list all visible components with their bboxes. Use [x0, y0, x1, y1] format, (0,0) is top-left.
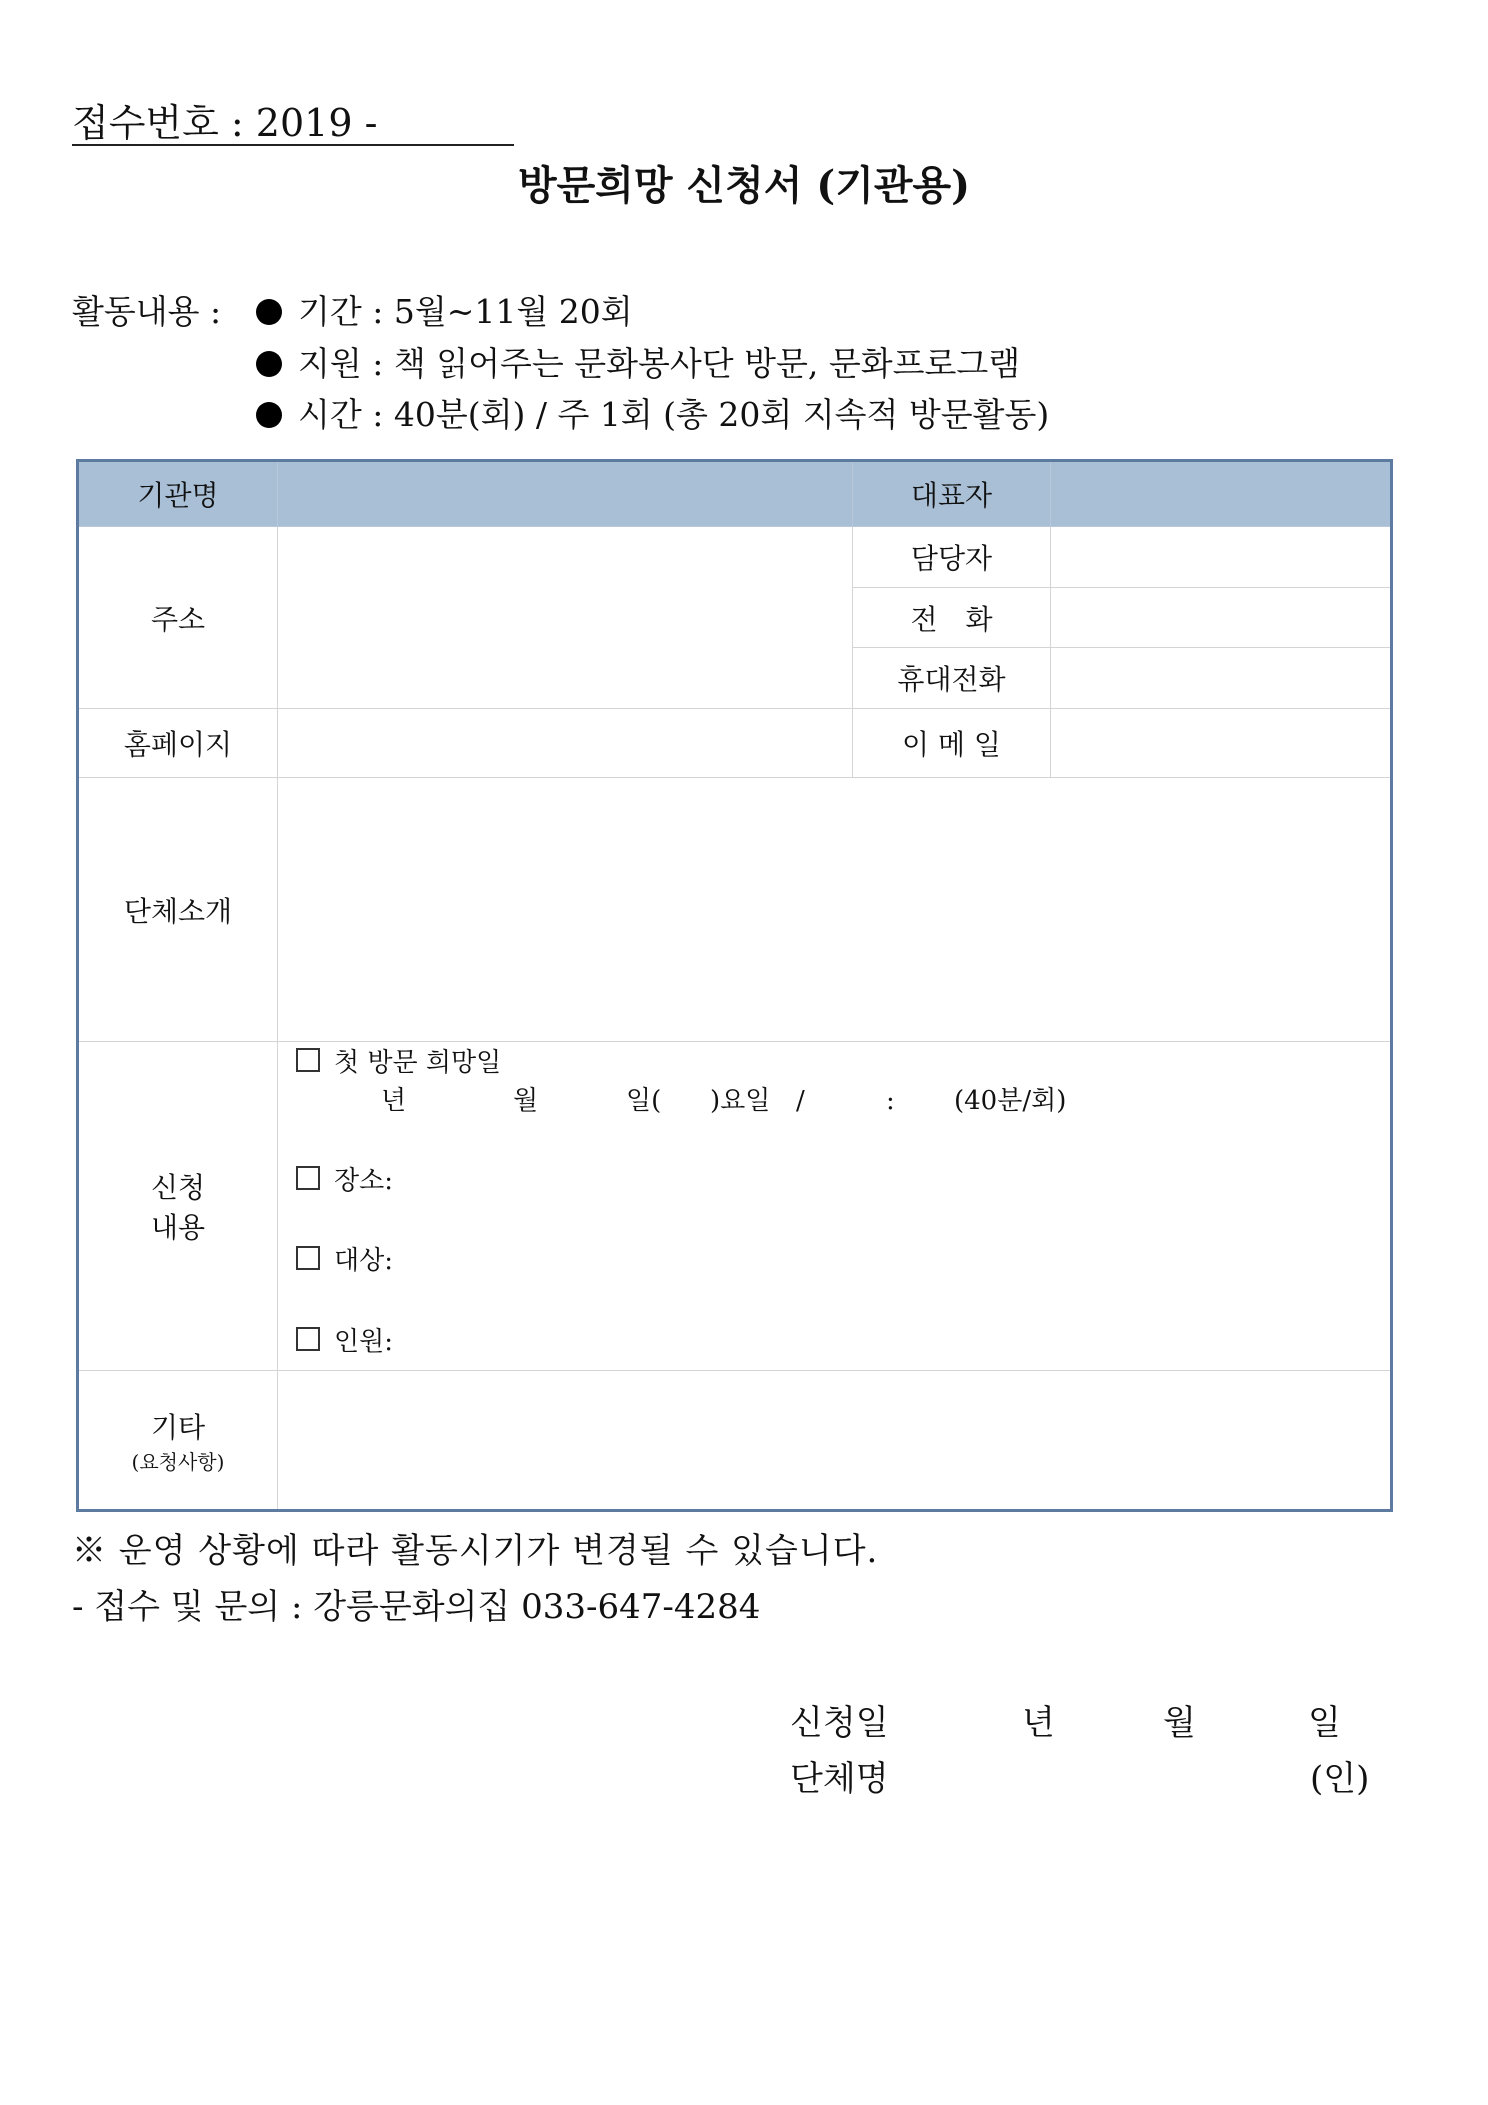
headcount-checkbox[interactable] — [296, 1327, 320, 1351]
headcount-option: 인원: — [296, 1325, 393, 1359]
bullet-icon — [256, 351, 282, 377]
email-label: 이 메 일 — [853, 709, 1051, 778]
homepage-label: 홈페이지 — [78, 709, 278, 778]
first-visit-checkbox[interactable] — [296, 1048, 320, 1072]
receipt-number-underline — [72, 144, 514, 146]
group-name-label: 단체명 — [790, 1759, 889, 1799]
manager-label: 담당자 — [853, 527, 1051, 588]
apply-year-label: 년 — [1022, 1703, 1055, 1743]
activity-item-period: 기간 : 5월~11월 20회 — [256, 290, 633, 334]
receipt-number-label: 접수번호 : 2019 - — [72, 101, 378, 145]
group-intro-field[interactable] — [278, 778, 1392, 1042]
bullet-icon — [256, 402, 282, 428]
mobile-field[interactable] — [1051, 648, 1392, 709]
phone-field[interactable] — [1051, 588, 1392, 648]
activity-item-time: 시간 : 40분(회) / 주 1회 (총 20회 지속적 방문활동) — [256, 393, 1049, 437]
first-visit-date-line: 년 월 일( )요일 / : (40분/회) — [381, 1086, 1067, 1116]
activity-label: 활동내용 : — [72, 292, 222, 331]
seal-label: (인) — [1310, 1759, 1370, 1799]
representative-label: 대표자 — [853, 461, 1051, 527]
address-field[interactable] — [278, 527, 853, 709]
place-option: 장소: — [296, 1164, 393, 1198]
target-option: 대상: — [296, 1244, 393, 1278]
address-label: 주소 — [78, 527, 278, 709]
email-field[interactable] — [1051, 709, 1392, 778]
apply-month-label: 월 — [1163, 1703, 1196, 1743]
apply-day-label: 일 — [1308, 1703, 1341, 1743]
place-checkbox[interactable] — [296, 1166, 320, 1190]
page-title: 방문희망 신청서 (기관용) — [517, 162, 971, 209]
application-form-table — [76, 459, 1393, 1512]
request-content-field — [278, 1042, 1392, 1371]
phone-label: 전 화 — [853, 588, 1051, 648]
mobile-label: 휴대전화 — [853, 648, 1051, 709]
representative-field[interactable] — [1051, 461, 1392, 527]
activity-item-support: 지원 : 책 읽어주는 문화봉사단 방문, 문화프로그램 — [256, 342, 1020, 386]
request-content-label: 신청 내용 — [78, 1042, 278, 1371]
target-checkbox[interactable] — [296, 1246, 320, 1270]
institution-name-field[interactable] — [278, 461, 853, 527]
apply-date-label: 신청일 — [790, 1703, 889, 1743]
group-intro-label: 단체소개 — [78, 778, 278, 1042]
contact-info: - 접수 및 문의 : 강릉문화의집 033-647-4284 — [72, 1587, 761, 1627]
bullet-icon — [256, 299, 282, 325]
etc-field[interactable] — [278, 1371, 1392, 1511]
etc-label: 기타 (요청사항) — [78, 1371, 278, 1511]
homepage-field[interactable] — [278, 709, 853, 778]
first-visit-option: 첫 방문 희망일 — [296, 1046, 501, 1080]
institution-name-label: 기관명 — [78, 461, 278, 527]
schedule-change-note: ※ 운영 상황에 따라 활동시기가 변경될 수 있습니다. — [72, 1531, 879, 1571]
manager-field[interactable] — [1051, 527, 1392, 588]
